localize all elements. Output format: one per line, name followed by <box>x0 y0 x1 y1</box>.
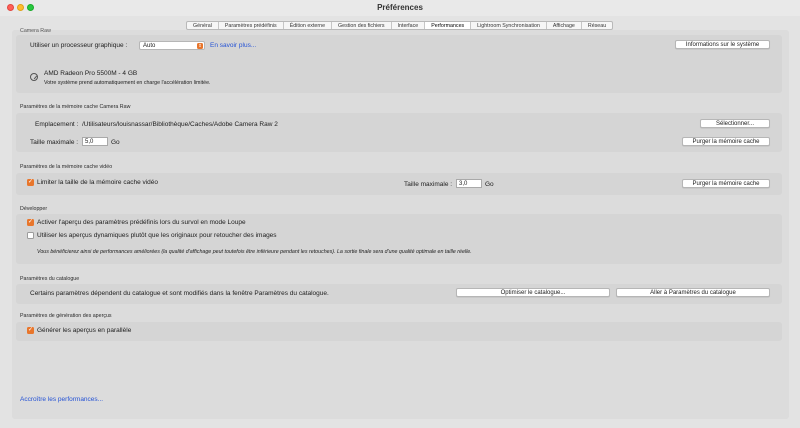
previews-section-title: Paramètres de génération des aperçus <box>20 313 112 319</box>
camera-raw-cache-section <box>16 113 782 152</box>
loupe-preview-checkbox[interactable]: ✓ <box>27 219 34 225</box>
limit-video-cache-label: Limiter la taille de la mémoire cache vidéo <box>37 179 159 186</box>
smart-previews-note: Vous bénéficierez ainsi de performances améliorées (la qualité d'affichage peut toutefois être inférieure pendant les retouches). La sortie finale sera d'une qualité optimale en taille réelle. <box>37 249 472 255</box>
cache-max-size-label: Taille maximale : <box>30 139 79 146</box>
tab-network[interactable]: Réseau <box>587 23 607 29</box>
select-cache-location-button[interactable]: Sélectionner... <box>700 119 770 128</box>
catalog-description: Certains paramètres dépendent du catalogue et sont modifiés dans la fenêtre Paramètres du catalogue. <box>30 290 329 297</box>
gpu-label: Utiliser un processeur graphique : <box>30 42 128 49</box>
tab-display[interactable]: Affichage <box>547 22 582 29</box>
preferences-tabs <box>186 21 613 30</box>
video-max-size-label: Taille maximale : <box>404 181 453 188</box>
chevron-updown-icon: ⇕ <box>198 43 202 48</box>
tab-presets[interactable]: Paramètres prédéfinis <box>219 22 284 29</box>
gauge-icon <box>30 73 38 81</box>
tab-file-handling[interactable]: Gestion des fichiers <box>332 22 392 29</box>
camera-raw-section-title: Camera Raw <box>20 28 51 34</box>
title-bar <box>0 0 800 16</box>
video-max-size-input[interactable]: 3,0 <box>456 179 482 188</box>
loupe-preview-label: Activer l'aperçu des paramètres prédéfinis lors du survol en mode Loupe <box>37 219 246 226</box>
goto-catalog-settings-button[interactable]: Aller à Paramètres du catalogue <box>616 288 770 297</box>
window-title: Préférences <box>377 3 423 12</box>
develop-section-title: Développer <box>20 206 48 212</box>
learn-more-link[interactable]: En savoir plus... <box>210 42 257 49</box>
tab-interface[interactable]: Interface <box>392 22 426 29</box>
cache-max-size-input[interactable]: 5,0 <box>82 137 108 146</box>
improve-performance-link[interactable]: Accroître les performances... <box>20 396 104 403</box>
tab-general[interactable]: Général <box>187 22 219 29</box>
purge-video-cache-button[interactable]: Purger la mémoire cache <box>682 179 770 188</box>
tab-performance[interactable]: Performances <box>425 22 471 29</box>
tab-lightroom-sync[interactable]: Lightroom Synchronisation <box>471 22 547 29</box>
video-size-unit: Go <box>485 181 494 188</box>
cache-size-unit: Go <box>111 139 120 146</box>
cache-location-value: /Utilisateurs/louisnassar/Bibliothèque/Caches/Adobe Camera Raw 2 <box>82 121 278 128</box>
smart-previews-label: Utiliser les aperçus dynamiques plutôt que les originaux pour retoucher des images <box>37 232 277 239</box>
gpu-select[interactable] <box>139 41 205 50</box>
parallel-previews-checkbox[interactable]: ✓ <box>27 327 34 333</box>
catalog-section-title: Paramètres du catalogue <box>20 276 80 282</box>
optimize-catalog-button[interactable]: Optimiser le catalogue... <box>456 288 610 297</box>
smart-previews-checkbox[interactable] <box>27 232 34 239</box>
camera-raw-cache-section-title: Paramètres de la mémoire cache Camera Raw <box>20 104 131 110</box>
gpu-note: Votre système prend automatiquement en charge l'accélération limitée. <box>44 80 211 86</box>
cache-location-label: Emplacement : <box>35 121 79 128</box>
tab-external-editing[interactable]: Édition externe <box>284 22 332 29</box>
gpu-select-value: Auto <box>143 43 156 49</box>
video-cache-section-title: Paramètres de la mémoire cache vidéo <box>20 164 113 170</box>
parallel-previews-label: Générer les aperçus en parallèle <box>37 327 132 334</box>
system-info-button[interactable]: Informations sur le système <box>675 40 770 49</box>
gpu-name: AMD Radeon Pro 5500M - 4 GB <box>44 70 138 77</box>
purge-camera-raw-cache-button[interactable]: Purger la mémoire cache <box>682 137 770 146</box>
limit-video-cache-checkbox[interactable]: ✓ <box>27 179 34 185</box>
